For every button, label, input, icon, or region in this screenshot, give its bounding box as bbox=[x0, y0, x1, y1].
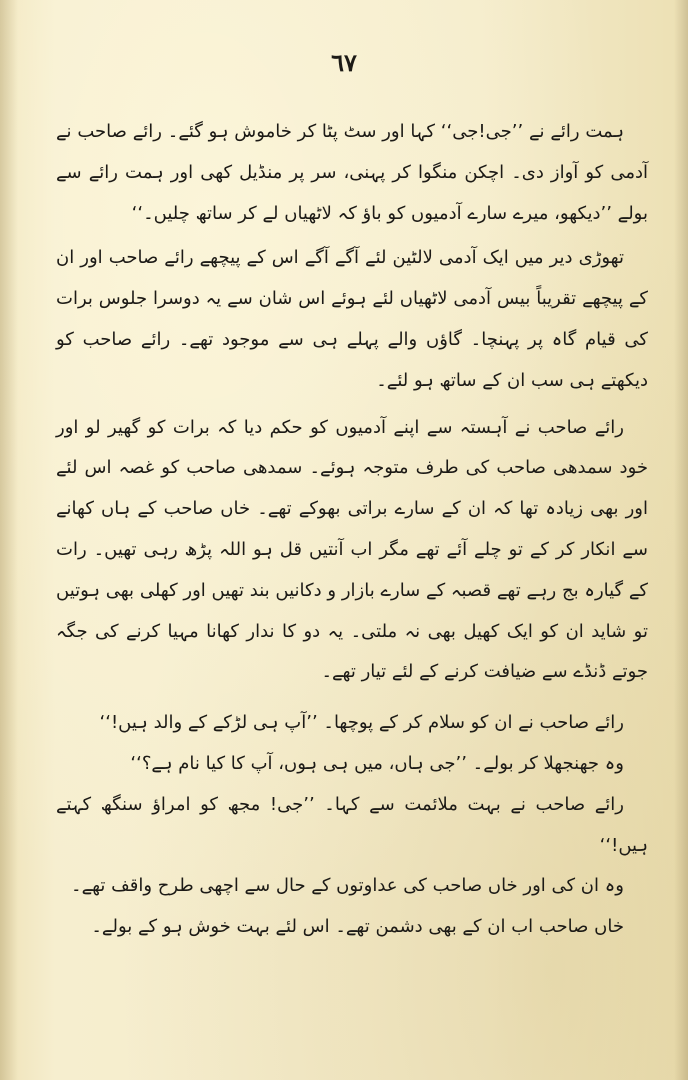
page-text bbox=[56, 112, 648, 948]
paragraph-3: رائے صاحب نے آہستہ سے اپنے آدمیوں کو حکم دیا کہ برات کو گھیر لو اور خود سمدھی صاحب کی طرف متوجہ ہوئے۔ سمدھی صاحب کو غصہ اس لئے اور بھی زیادہ تھا کہ ان کے سارے براتی بھوکے تھے۔ خاں صاحب کے ہاں کھانے سے انکار کر کے تو چلے آئے تھے مگر اب آنتیں قل ہو اللہ پڑھ رہی تھیں۔ رات کے گیارہ بج رہے تھے قصبہ کے سارے بازار و دکانیں بند تھیں اور کھلی بھی ہوتیں تو شاید ان کو ایک کھیل بھی نہ ملتی۔ یہ دو کا ندار کھانا مہیا کرنے کی جگہ جوتے ڈنڈے سے ضیافت کرنے کے لئے تیار تھے۔ bbox=[56, 416, 648, 683]
paragraph-2: تھوڑی دیر میں ایک آدمی لالٹین لئے آگے آگے اس کے پیچھے رائے صاحب اور ان کے پیچھے تقریباً بیس آدمی لاٹھیاں لئے ہوئے اس شان سے یہ دوسرا جلوس برات کی قیام گاہ پر پہنچا۔ گاؤں والے پہلے ہی سے موجود تھے۔ رائے صاحب کو دیکھتے ہی سب ان کے ساتھ ہو لئے۔ bbox=[56, 247, 648, 391]
page-number: ٦٧ bbox=[331, 48, 357, 77]
paragraph-4: رائے صاحب نے ان کو سلام کر کے پوچھا۔ ’’آپ ہی لڑکے کے والد ہیں!‘‘ bbox=[99, 712, 624, 734]
paragraph-6: رائے صاحب نے بہت ملائمت سے کہا۔ ’’جی! مجھ کو امراؤ سنگھ کہتے ہیں!‘‘ bbox=[56, 793, 648, 856]
paragraph-5: وہ جھنجھلا کر بولے۔ ’’جی ہاں، میں ہی ہوں، آپ کا کیا نام ہے؟‘‘ bbox=[130, 752, 624, 774]
paragraph-7: وہ ان کی اور خاں صاحب کی عداوتوں کے حال سے اچھی طرح واقف تھے۔ bbox=[71, 875, 624, 897]
paragraph-8: خاں صاحب اب ان کے بھی دشمن تھے۔ اس لئے بہت خوش ہو کے بولے۔ bbox=[91, 916, 624, 938]
paragraph-1: ہمت رائے نے ’’جی!جی‘‘ کہا اور سٹ پٹا کر خاموش ہو گئے۔ رائے صاحب نے آدمی کو آواز دی۔ اچکن منگوا کر پہنی، سر پر منڈیل کھی اور ہمت رائے سے بولے ’’دیکھو، میرے سارے آدمیوں کو باؤ کہ لاٹھیاں لے کر ساتھ چلیں۔‘‘ bbox=[56, 121, 648, 224]
